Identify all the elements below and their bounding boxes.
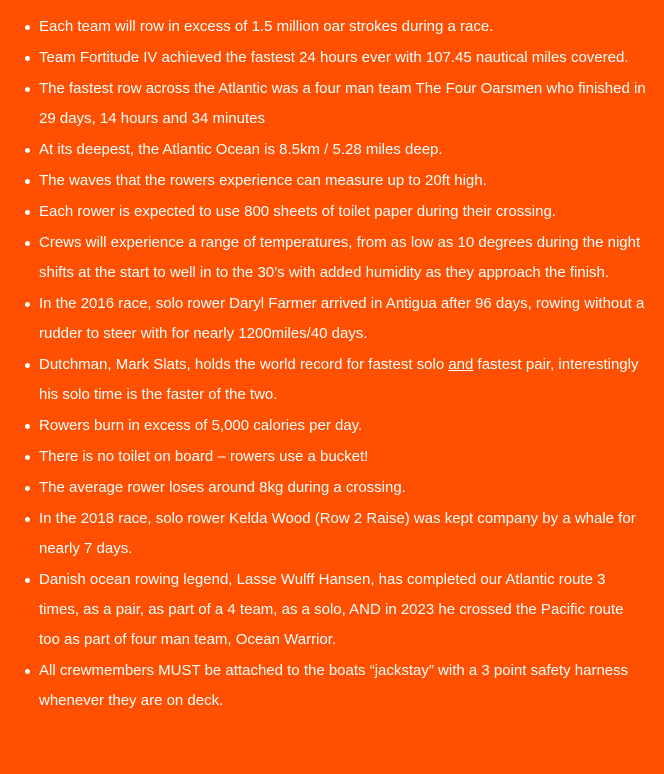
list-item bbox=[39, 135, 648, 165]
fact-text: Each rower is expected to use 800 sheets of toilet paper during their crossing. bbox=[39, 203, 556, 220]
bullet-icon bbox=[25, 241, 30, 246]
bullet-icon bbox=[25, 148, 30, 153]
fact-text: Crews will experience a range of temperatures, from as low as 10 degrees during the night shifts at the start to well in to the 30’s with added humidity as they approach the finish. bbox=[39, 234, 641, 281]
bullet-icon bbox=[25, 363, 30, 368]
bullet-icon bbox=[25, 25, 30, 30]
bullet-icon bbox=[25, 87, 30, 92]
list-item bbox=[39, 350, 648, 410]
fact-text: At its deepest, the Atlantic Ocean is 8.5km / 5.28 miles deep. bbox=[39, 141, 443, 158]
bullet-icon bbox=[25, 486, 30, 491]
list-item bbox=[39, 473, 648, 503]
list-item bbox=[39, 411, 648, 441]
fact-text: The fastest row across the Atlantic was a four man team The Four Oarsmen who finished in 29 days, 14 hours and 34 minutes bbox=[39, 80, 646, 127]
bullet-icon bbox=[25, 210, 30, 215]
fact-text: All crewmembers MUST be attached to the boats “jackstay” with a 3 point safety harness whenever they are on deck. bbox=[39, 662, 629, 709]
fact-text: Team Fortitude IV achieved the fastest 24 hours ever with 107.45 nautical miles covered. bbox=[39, 49, 629, 66]
list-item bbox=[39, 12, 648, 42]
list-item bbox=[39, 166, 648, 196]
fact-text: The waves that the rowers experience can measure up to 20ft high. bbox=[39, 172, 487, 189]
list-item bbox=[39, 43, 648, 73]
fact-text: There is no toilet on board – rowers use a bucket! bbox=[39, 448, 369, 465]
bullet-icon bbox=[25, 578, 30, 583]
fact-text: Each team will row in excess of 1.5 million oar strokes during a race. bbox=[39, 18, 494, 35]
fact-text-start: Dutchman, Mark Slats, holds the world record for fastest solo bbox=[39, 356, 449, 373]
list-item bbox=[39, 197, 648, 227]
list-item bbox=[39, 504, 648, 564]
list-item bbox=[39, 565, 648, 655]
fact-text: Danish ocean rowing legend, Lasse Wulff Hansen, has completed our Atlantic route 3 times, as a pair, as part of a 4 team, as a solo, AND in 2023 he crossed the Pacific route too as part of four man team, Ocean Warrior. bbox=[39, 571, 624, 648]
fact-text-end: fastest pair, interestingly his solo time is the faster of the two. bbox=[39, 356, 639, 403]
list-item bbox=[39, 656, 648, 716]
bullet-icon bbox=[25, 56, 30, 61]
bullet-icon bbox=[25, 179, 30, 184]
list-item bbox=[39, 289, 648, 349]
fact-text: The average rower loses around 8kg during a crossing. bbox=[39, 479, 406, 496]
list-item bbox=[39, 228, 648, 288]
fact-text: Rowers burn in excess of 5,000 calories per day. bbox=[39, 417, 363, 434]
bullet-icon bbox=[25, 669, 30, 674]
fact-text: In the 2016 race, solo rower Daryl Farmer arrived in Antigua after 96 days, rowing without a rudder to steer with for nearly 1200miles/40 days. bbox=[39, 295, 645, 342]
underlined-word: and bbox=[448, 356, 474, 373]
bullet-icon bbox=[25, 424, 30, 429]
fact-text: In the 2018 race, solo rower Kelda Wood (Row 2 Raise) was kept company by a whale for nearly 7 days. bbox=[39, 510, 636, 557]
list-item bbox=[39, 74, 648, 134]
list-item bbox=[39, 442, 648, 472]
bullet-icon bbox=[25, 455, 30, 460]
bullet-icon bbox=[25, 302, 30, 307]
bullet-icon bbox=[25, 517, 30, 522]
